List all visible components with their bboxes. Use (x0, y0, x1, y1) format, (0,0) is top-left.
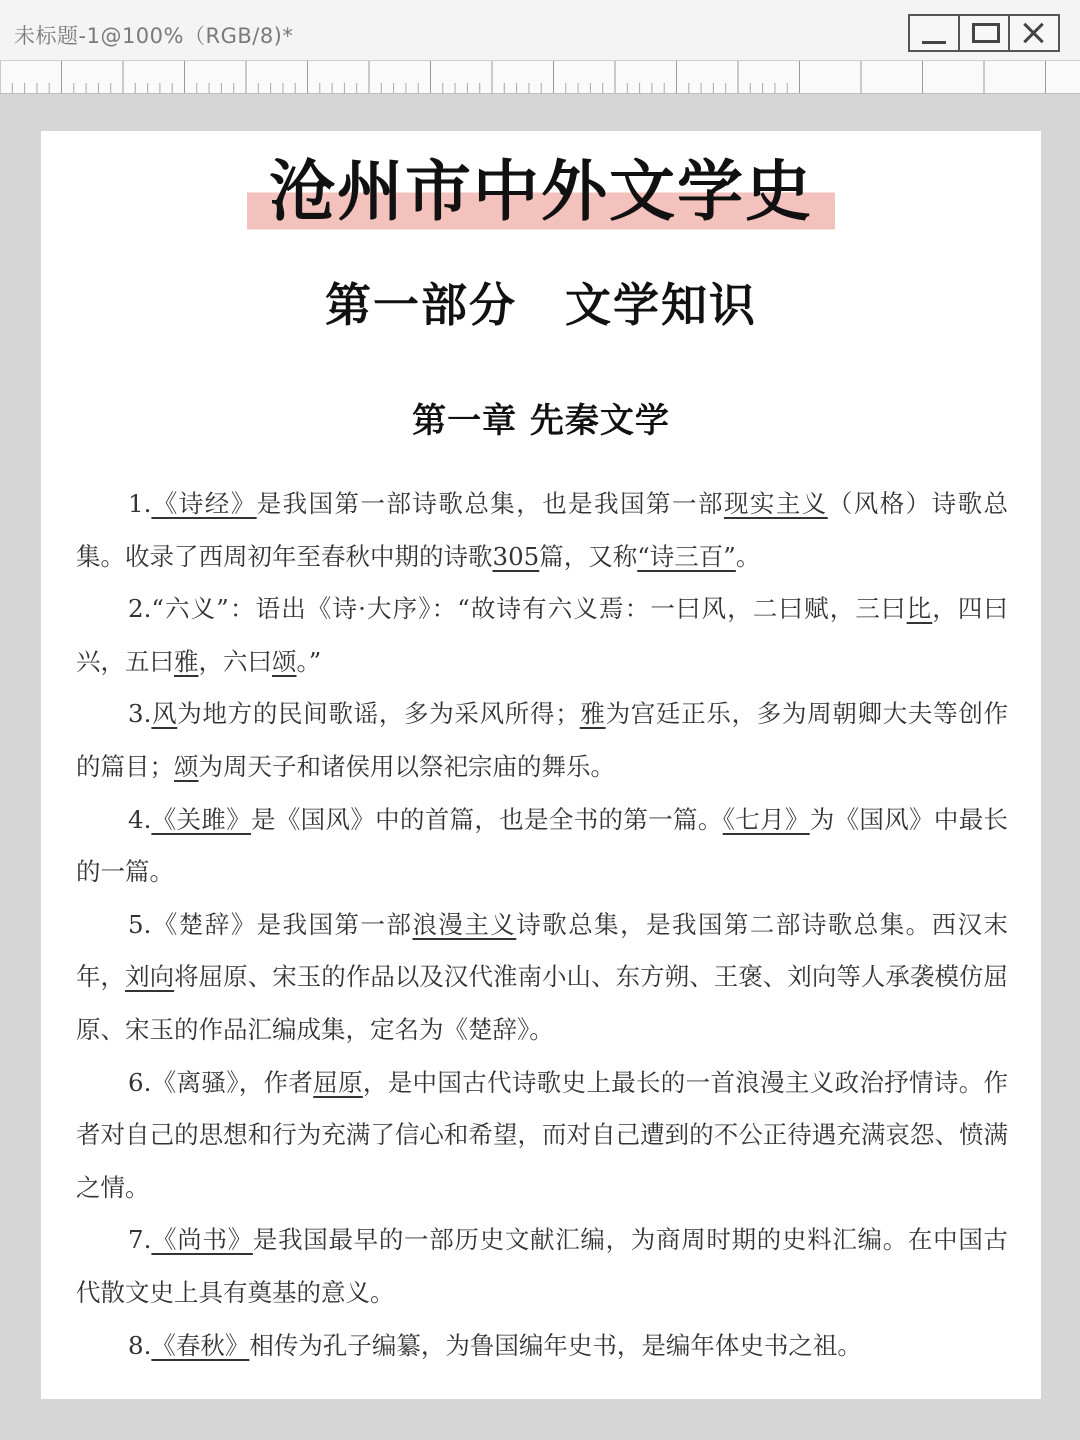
document-body (76, 478, 1008, 1372)
item-number: 5. (128, 909, 152, 939)
list-item (76, 688, 1008, 793)
underlined-term: 浪漫主义 (412, 909, 517, 939)
window-controls (908, 14, 1060, 52)
underlined-term: 《尚书》 (151, 1225, 253, 1255)
underlined-term: “诗三百” (637, 541, 736, 571)
underlined-term: 雅 (579, 699, 606, 729)
underlined-term: 屈原 (313, 1067, 363, 1097)
list-item (76, 1320, 1008, 1373)
item-number: 3. (128, 699, 152, 729)
item-text: 是《国风》中的首篇，也是全书的第一篇。 (251, 804, 723, 834)
close-icon (1010, 16, 1058, 50)
underlined-term: 《春秋》 (151, 1330, 250, 1360)
list-item (76, 478, 1008, 583)
underlined-term: 《诗经》 (151, 489, 257, 518)
main-title: 沧州市中外文学史 (247, 149, 835, 233)
item-text: 《离骚》，作者 (151, 1067, 314, 1097)
item-text: 是我国第一部诗歌总集，也是我国第一部 (256, 489, 724, 518)
item-number: 6. (128, 1067, 152, 1097)
item-text: ，是中国古代诗歌史上最长的一首浪漫主义政治抒情诗。作者对自己的思想和行为充满了信心和希望，而对自己遭到的不公正待遇充满哀怨、愤满之情。 (76, 1067, 1009, 1202)
part-title: 第一部分 文学知识 (324, 278, 757, 332)
item-text: （风格）诗歌总集。收录了西周初年至春秋中期的诗歌 (76, 489, 1009, 571)
list-item (76, 899, 1008, 1057)
item-text: 为宫廷正乐，多为周朝卿大夫等创作的篇目； (76, 699, 1009, 781)
close-button[interactable] (1008, 16, 1058, 50)
document-page[interactable] (41, 131, 1041, 1399)
maximize-icon (972, 23, 1000, 43)
underlined-term: 颂 (174, 751, 199, 781)
minimize-icon (922, 41, 946, 44)
item-number: 8. (128, 1330, 152, 1360)
underlined-term: 雅 (174, 646, 199, 676)
item-number: 1. (128, 489, 152, 518)
document-tab-title[interactable]: 未标题-1@100%（RGB/8)* (14, 24, 294, 48)
underlined-term: 《关雎》 (151, 804, 252, 834)
item-text: 篇，又称 (539, 541, 638, 571)
item-text: 是我国最早的一部历史文献汇编，为商周时期的史料汇编。在中国古代散文史上具有奠基的意义。 (76, 1225, 1009, 1307)
item-text: “六义”：语出《诗·大序》：“故诗有六义焉：一曰风，二曰赋，三曰 (151, 594, 907, 624)
item-text: 。” (296, 646, 322, 676)
item-text: 诗歌总集，是我国第二部诗歌总集。西汉末年， (76, 909, 1009, 992)
item-text: 为周天子和诸侯用以祭祀宗庙的舞乐。 (198, 751, 615, 781)
item-number: 7. (128, 1225, 152, 1255)
list-item (76, 583, 1008, 688)
item-text: 相传为孔子编纂，为鲁国编年史书，是编年体史书之祖。 (249, 1330, 862, 1360)
item-text: 将屈原、宋玉的作品以及汉代淮南小山、东方朔、王褒、刘向等人承袭模仿屈原、宋玉的作品汇编成集，定名为《楚辞》。 (76, 962, 1009, 1044)
list-item (76, 1057, 1008, 1215)
underlined-term: 风 (151, 699, 178, 729)
item-text: 。 (735, 541, 761, 571)
item-text: 《楚辞》是我国第一部 (151, 909, 413, 939)
item-text: 为地方的民间歌谣，多为采风所得； (177, 699, 580, 729)
item-number: 2. (128, 594, 152, 624)
underlined-term: 《七月》 (722, 804, 810, 834)
main-title-wrap (41, 149, 1041, 233)
ruler-ticks (0, 61, 1080, 93)
list-item (76, 794, 1008, 899)
underlined-term: 305 (492, 541, 540, 571)
title-bar (0, 0, 1080, 61)
minimize-button[interactable] (910, 16, 958, 50)
maximize-button[interactable] (958, 16, 1008, 50)
underlined-term: 颂 (272, 646, 297, 676)
horizontal-ruler[interactable] (0, 61, 1080, 94)
item-number: 4. (128, 804, 152, 834)
underlined-term: 比 (906, 594, 933, 624)
item-text: 为《国风》中最长的一篇。 (76, 804, 1009, 887)
item-text: ，四曰兴，五曰 (76, 594, 1009, 676)
item-text: ，六曰 (198, 646, 272, 676)
underlined-term: 现实主义 (723, 489, 828, 518)
underlined-term: 刘向 (125, 962, 175, 992)
chapter-title: 第一章 先秦文学 (412, 401, 670, 441)
list-item (76, 1214, 1008, 1319)
